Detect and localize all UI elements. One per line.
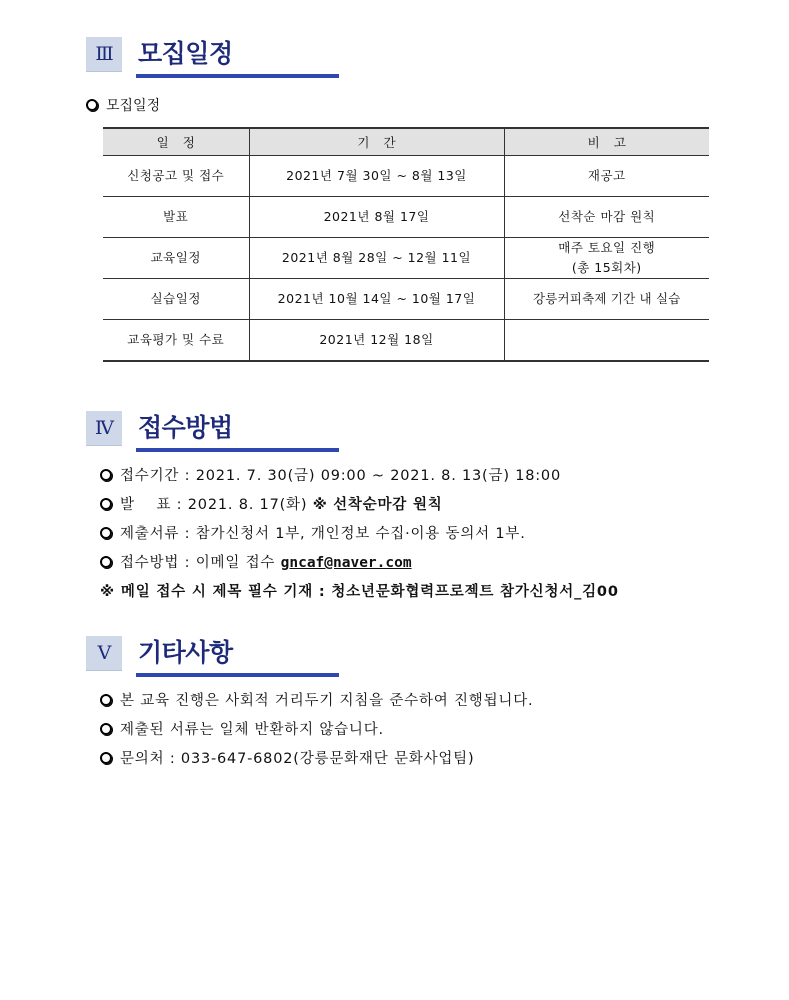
section-underline (136, 74, 339, 78)
section-header-misc (86, 636, 346, 676)
section-numeral: Ⅳ (86, 411, 122, 446)
list-item: 발 표 : 2021. 8. 17(화) ※ 선착순마감 원칙 (100, 491, 619, 520)
misc-list (100, 687, 533, 774)
list-item: 제출서류 : 참가신청서 1부, 개인정보 수집·이용 동의서 1부. (100, 520, 619, 549)
reference-mark: ※ (100, 584, 115, 600)
section-underline (136, 673, 339, 677)
section-header-schedule (86, 37, 346, 77)
circle-bullet-icon (100, 723, 112, 735)
circle-bullet-icon (100, 498, 112, 510)
misc-item-text: 제출된 서류는 일체 반환하지 않습니다. (120, 722, 384, 738)
list-item (100, 687, 533, 716)
table-header-row (103, 128, 709, 156)
circle-bullet-icon (100, 752, 112, 764)
note-text: 메일 접수 시 제목 필수 기재 : 청소년문화협력프로젝트 참가신청서_김00 (120, 584, 619, 600)
circle-bullet-icon (100, 556, 112, 568)
section-title: 접수방법 (138, 413, 233, 442)
table-row (103, 156, 709, 197)
docs-label: 제출서류 (120, 526, 180, 542)
table-cell-note (504, 320, 709, 362)
table-cell-item: 교육평가 및 수료 (103, 320, 249, 362)
announce-note: 선착순마감 원칙 (333, 497, 443, 513)
section-header-application (86, 411, 346, 451)
table-cell-period: 2021년 8월 17일 (249, 197, 504, 238)
table-cell-item: 실습일정 (103, 279, 249, 320)
subhead-text: 모집일정 (106, 98, 161, 114)
list-item (100, 745, 533, 774)
table-cell-item: 발표 (103, 197, 249, 238)
misc-item-text: 문의처 : 033-647-6802(강릉문화재단 문화사업팀) (120, 751, 475, 767)
table-cell-note: 강릉커피축제 기간 내 실습 (504, 279, 709, 320)
misc-item-text: 본 교육 진행은 사회적 거리두기 지침을 준수하여 진행됩니다. (120, 693, 534, 709)
circle-bullet-icon (100, 527, 112, 539)
section-title: 모집일정 (138, 39, 233, 68)
note-line-1: 매주 토요일 진행 (558, 240, 656, 255)
note-line-2: (총 15회차) (571, 260, 642, 275)
schedule-table (103, 127, 709, 362)
section-underline (136, 448, 339, 452)
table-header-cell: 일정 (103, 128, 249, 156)
circle-bullet-icon (100, 469, 112, 481)
list-item (100, 716, 533, 745)
email-subject-note (100, 578, 619, 607)
table-cell-note: 선착순 마감 원칙 (504, 197, 709, 238)
table-cell-note: 재공고 (504, 156, 709, 197)
table-cell-period: 2021년 12월 18일 (249, 320, 504, 362)
period-label: 접수기간 (120, 468, 180, 484)
application-list (100, 462, 619, 607)
period-value: 2021. 7. 30(금) 09:00 ~ 2021. 8. 13(금) 18:00 (195, 468, 561, 484)
circle-bullet-icon (86, 99, 98, 111)
table-header-cell: 기간 (249, 128, 504, 156)
section-numeral: Ⅲ (86, 37, 122, 72)
schedule-subhead (86, 96, 160, 116)
list-item: 접수방법 : 이메일 접수 gncaf@naver.com (100, 549, 619, 578)
table-cell-period: 2021년 7월 30일 ~ 8월 13일 (249, 156, 504, 197)
announce-label: 발 표 (120, 497, 172, 513)
table-cell-item: 교육일정 (103, 238, 249, 279)
table-row (103, 279, 709, 320)
section-title: 기타사항 (138, 638, 233, 667)
table-cell-note (504, 238, 709, 279)
table-cell-period: 2021년 8월 28일 ~ 12월 11일 (249, 238, 504, 279)
method-value: 이메일 접수 (195, 555, 276, 571)
table-header-cell: 비고 (504, 128, 709, 156)
email-link[interactable]: gncaf@naver.com (280, 555, 412, 571)
method-label: 접수방법 (120, 555, 180, 571)
list-item: 접수기간 : 2021. 7. 30(금) 09:00 ~ 2021. 8. 13(금) 18:00 (100, 462, 619, 491)
section-numeral: Ⅴ (86, 636, 122, 671)
table-row (103, 238, 709, 279)
reference-mark: ※ (312, 497, 328, 513)
table-row (103, 320, 709, 362)
table-cell-item: 신청공고 및 접수 (103, 156, 249, 197)
circle-bullet-icon (100, 694, 112, 706)
docs-value: 참가신청서 1부, 개인정보 수집·이용 동의서 1부. (195, 526, 526, 542)
table-row (103, 197, 709, 238)
announce-value: 2021. 8. 17(화) (187, 497, 308, 513)
table-cell-period: 2021년 10월 14일 ~ 10월 17일 (249, 279, 504, 320)
